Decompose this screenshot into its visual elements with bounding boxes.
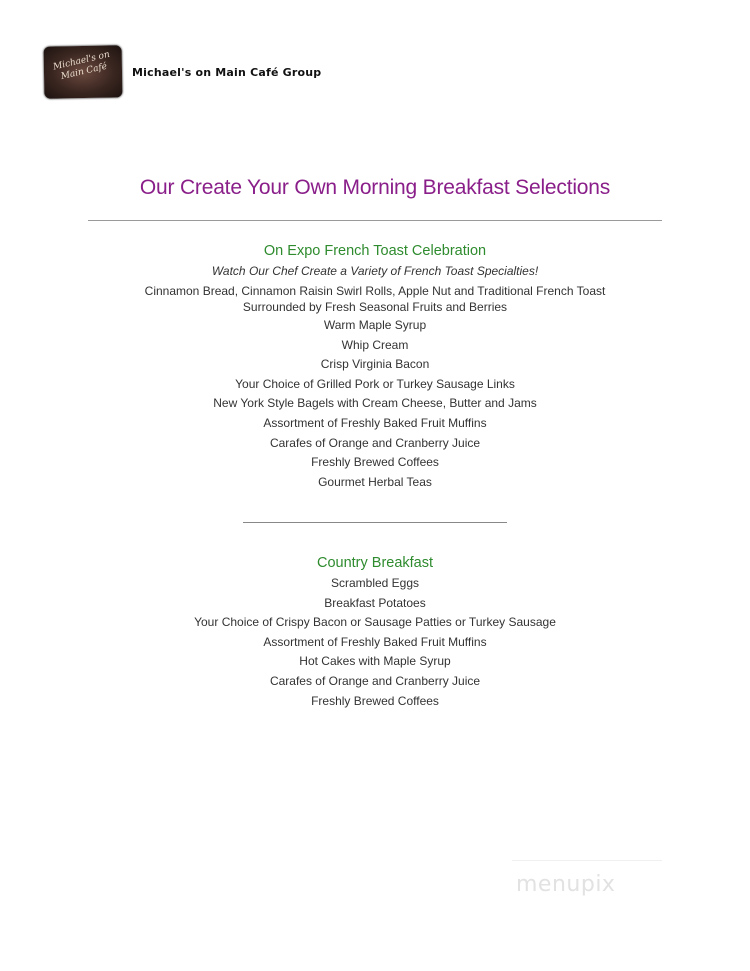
menu-item: Freshly Brewed Coffees [311, 693, 439, 708]
section-subtitle: Watch Our Chef Create a Variety of French Toast Specialties! [211, 264, 539, 278]
menu-item: Breakfast Potatoes [324, 595, 426, 610]
section-title-country-breakfast: Country Breakfast [316, 555, 434, 571]
header [44, 46, 321, 98]
intro-line: Surrounded by Fresh Seasonal Fruits and Berries [242, 300, 508, 314]
section-title-french-toast: On Expo French Toast Celebration [263, 243, 487, 259]
title-divider [88, 220, 662, 221]
menu-item: New York Style Bagels with Cream Cheese, Butter and Jams [213, 396, 537, 411]
menu-item: Your Choice of Grilled Pork or Turkey Sausage Links [235, 376, 515, 391]
menu-item: Gourmet Herbal Teas [318, 474, 432, 489]
cafe-logo [44, 45, 123, 98]
intro-line: Cinnamon Bread, Cinnamon Raisin Swirl Rolls, Apple Nut and Traditional French Toast [144, 284, 606, 298]
menu-item: Crisp Virginia Bacon [320, 357, 430, 372]
french-toast-menu-list [0, 316, 750, 492]
menu-item: Assortment of Freshly Baked Fruit Muffins [263, 415, 487, 430]
menu-item: Carafes of Orange and Cranberry Juice [269, 673, 481, 688]
menu-item: Warm Maple Syrup [323, 318, 427, 332]
watermark-line [512, 860, 662, 861]
menupix-watermark: menupix [516, 872, 616, 897]
menu-item: Freshly Brewed Coffees [311, 455, 439, 470]
menu-item: Assortment of Freshly Baked Fruit Muffins [263, 634, 487, 649]
menu-item: Carafes of Orange and Cranberry Juice [269, 435, 481, 450]
page-title: Our Create Your Own Morning Breakfast Selections [139, 176, 611, 199]
logo-text: Michael's on Main Café [52, 49, 111, 83]
menu-item: Whip Cream [341, 337, 409, 352]
country-breakfast-menu-list [0, 574, 750, 711]
menu-item: Hot Cakes with Maple Syrup [299, 654, 451, 669]
menu-item: Scrambled Eggs [330, 576, 420, 590]
menu-item: Your Choice of Crispy Bacon or Sausage Patties or Turkey Sausage [194, 615, 556, 630]
section-intro [0, 283, 750, 315]
section-divider [243, 522, 507, 523]
company-name: Michael's on Main Café Group [132, 65, 322, 79]
